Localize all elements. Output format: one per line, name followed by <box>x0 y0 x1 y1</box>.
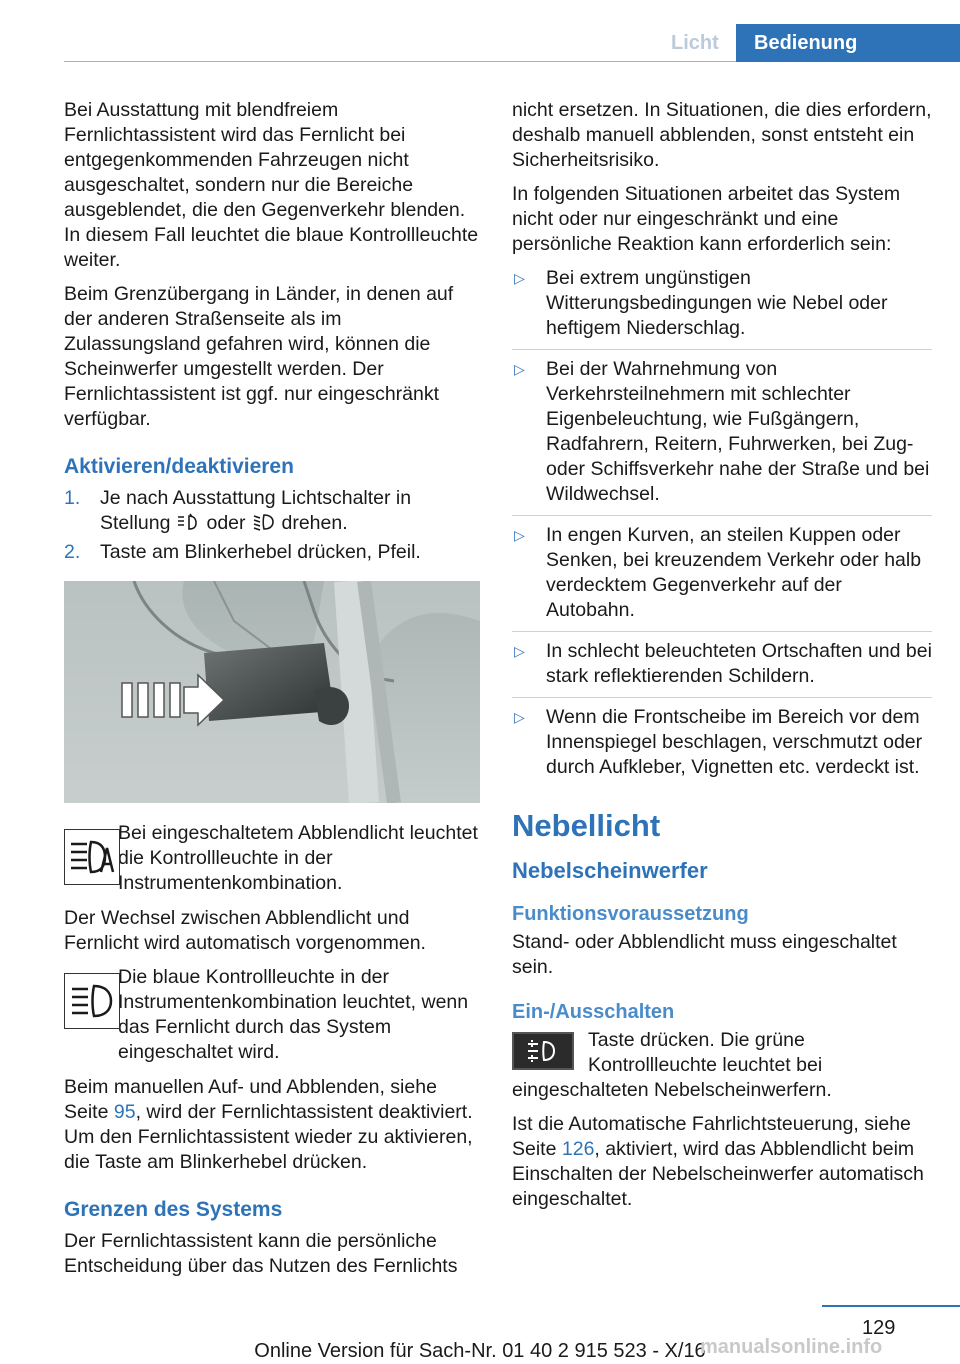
step-number: 1. <box>64 487 81 509</box>
right-column <box>512 98 932 1221</box>
footer-text: Online Version für Sach-Nr. 01 40 2 915 523 - X/16 <box>254 1340 706 1362</box>
high-beam-assistant-indicator-icon <box>64 829 120 885</box>
bullet-triangle-icon: ▷ <box>514 527 525 543</box>
paragraph: Bei Ausstattung mit blendfreiem Fernlichtassistent wird das Fernlicht bei entgegenkommenden Fahrzeugen nicht ausgeschaltet, sondern nur die Bereiche ausgeblendet, die den Gegenverkehr blenden. In diesem Fall leuchtet die blaue Kontrollleuchte weiter. <box>64 99 479 271</box>
indicator-row <box>64 965 482 1065</box>
indicator-row <box>64 821 482 896</box>
paragraph: In folgenden Situationen arbeitet das System nicht oder nur eingeschränkt und eine persönliche Reaktion kann erforderlich sein: <box>512 183 901 255</box>
list-item: 2. Taste am Blinkerhebel drücken, Pfeil. <box>64 541 421 563</box>
page-link[interactable]: 126 <box>561 1138 595 1160</box>
heading-activate: Aktivieren/deaktivieren <box>64 455 294 478</box>
limits-list <box>512 266 932 788</box>
heading-limits: Grenzen des Systems <box>64 1198 283 1221</box>
heading-on-off: Ein-/Ausschalten <box>512 1001 675 1023</box>
list-item: ▷ Bei extrem ungünstigen Witterungsbedingungen wie Nebel oder heftigem Niederschlag. <box>512 266 932 350</box>
paragraph: nicht ersetzen. In Situationen, die dies erfordern, deshalb manuell abblenden, sonst entsteht ein Sicherheitsrisiko. <box>512 99 932 171</box>
paragraph: Die blaue Kontrollleuchte in der Instrumentenkombination leuchtet, wenn das Fernlicht durch das System eingeschaltet wird. <box>118 966 469 1063</box>
tab-bedienung[interactable]: Bedienung <box>736 24 960 62</box>
headlight-icon <box>252 512 276 532</box>
left-column <box>64 98 482 1288</box>
paragraph: Bei eingeschaltetem Abblendlicht leuchtet die Kontrollleuchte in der Instrumentenkombination. <box>118 822 478 894</box>
heading-nebellicht: Nebellicht <box>512 808 661 843</box>
heading-nebelscheinwerfer: Nebelscheinwerfer <box>512 858 708 883</box>
high-beam-indicator-icon <box>64 973 120 1029</box>
turn-signal-lever-photo <box>64 581 480 803</box>
paragraph: Beim Grenzübergang in Länder, in denen auf der anderen Straßenseite als im Zulassungsland gefahren wird, können die Scheinwerfer umgestellt werden. Der Fernlichtassistent ist ggf. nur eingeschränkt verfügbar. <box>64 283 454 430</box>
fog-button-row <box>512 1028 932 1103</box>
list-item: ▷ In engen Kurven, an steilen Kuppen oder Senken, bei kreuzendem Verkehr oder halb verdecktem Gegenverkehr auf der Autobahn. <box>512 523 932 632</box>
step-number: 2. <box>64 541 81 563</box>
page-link[interactable]: 95 <box>113 1101 136 1123</box>
list-item: ▷ Wenn die Frontscheibe im Bereich vor dem Innenspiegel beschlagen, verschmutzt oder durch Aufkleber, Vignetten etc. verdeckt ist. <box>514 706 923 778</box>
paragraph: Taste drücken. Die grüne Kontrollleuchte leuchtet bei eingeschalteten Nebelscheinwerfern. <box>512 1029 832 1101</box>
list-item: ▷ In schlecht beleuchteten Ortschaften und bei stark reflektierenden Schildern. <box>512 639 932 698</box>
footer-rule <box>822 1305 960 1307</box>
paragraph: Beim manuellen Auf- und Abblenden, siehe Seite 95, wird der Fernlichtassistent deaktiviert. Um den Fernlichtassistent wieder zu aktivieren, die Taste am Blinkerhebel drücken. <box>64 1076 473 1173</box>
steps-list <box>64 486 482 565</box>
fog-light-icon <box>514 1034 572 1068</box>
paragraph: Ist die Automatische Fahrlichtsteuerung, siehe Seite 126, aktiviert, wird das Abblendlicht beim Einschalten der Nebelscheinwerfer automatisch eingeschaltet. <box>512 1113 924 1210</box>
bullet-triangle-icon: ▷ <box>514 709 525 725</box>
paragraph: Der Fernlichtassistent kann die persönliche Entscheidung über das Nutzen des Fernlichts <box>64 1230 458 1277</box>
bullet-triangle-icon: ▷ <box>514 643 525 659</box>
list-item: ▷ Bei der Wahrnehmung von Verkehrsteilnehmern mit schlechter Eigenbeleuchtung, wie Fußgängern, Radfahrern, Reitern, Fuhrwerken, bei Zug- oder Schiffsverkehr nahe der Straße und bei Wildwechsel. <box>512 357 932 516</box>
tab-licht[interactable]: Licht <box>655 24 736 61</box>
bullet-triangle-icon: ▷ <box>514 270 525 286</box>
paragraph: Der Wechsel zwischen Abblendlicht und Fernlicht wird automatisch vorgenommen. <box>64 907 426 954</box>
paragraph: Stand- oder Abblendlicht muss eingeschaltet sein. <box>512 931 897 978</box>
auto-light-icon <box>176 512 200 532</box>
watermark: manualsonline.info <box>700 1336 883 1358</box>
fog-light-button[interactable] <box>512 1032 574 1070</box>
heading-requirement: Funktionsvoraussetzung <box>512 903 749 925</box>
list-item: 1. Je nach Ausstattung Lichtschalter in Stellung oder drehen. <box>64 487 412 534</box>
bullet-triangle-icon: ▷ <box>514 361 525 377</box>
page-number: 129 <box>862 1317 896 1339</box>
